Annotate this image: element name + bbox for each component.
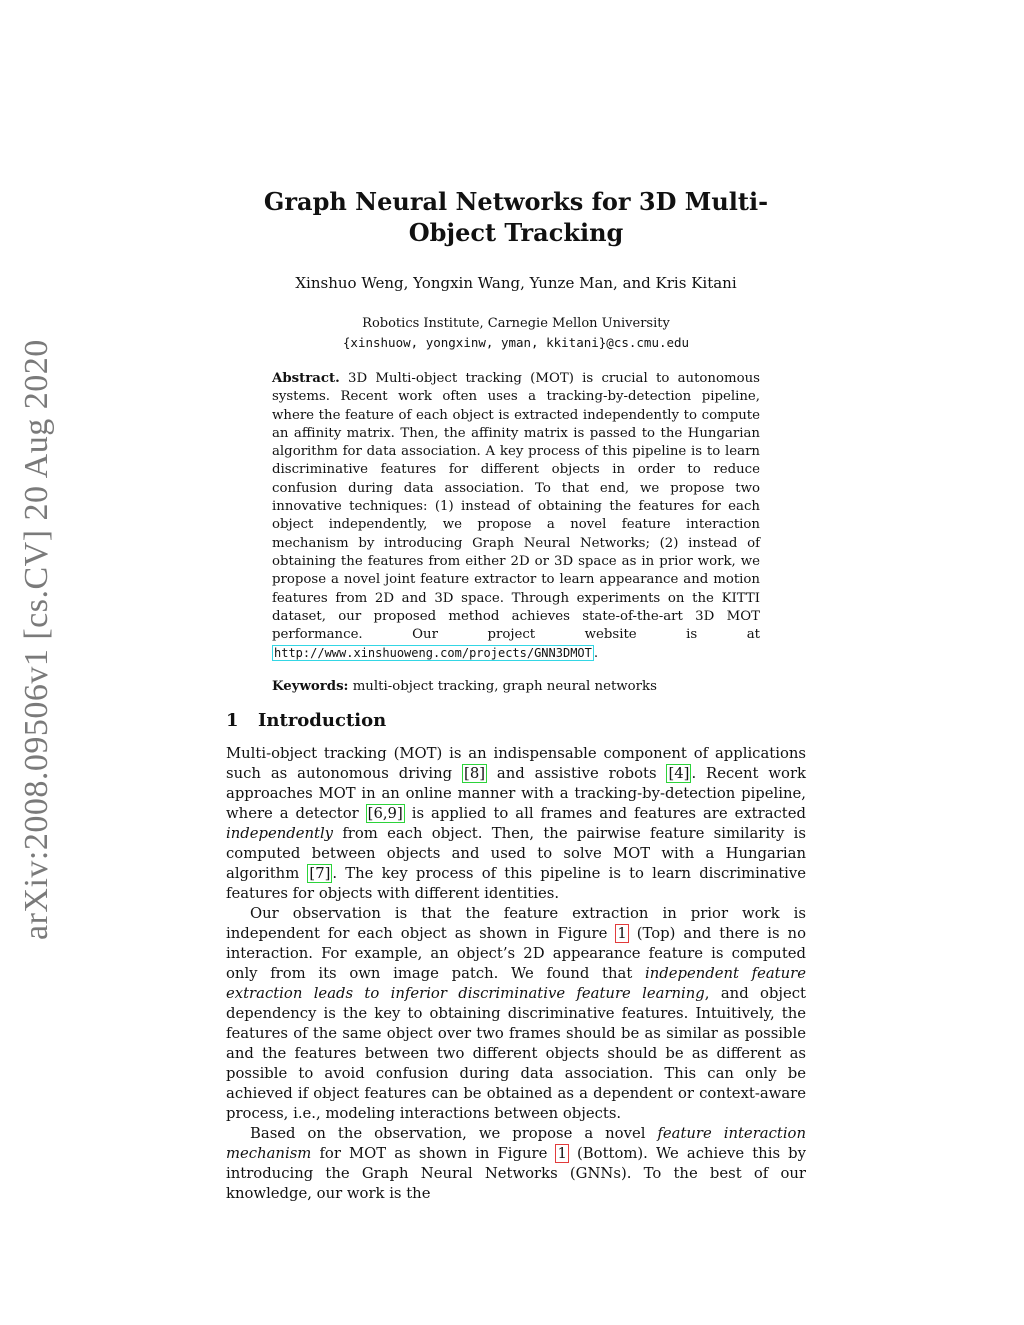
text-run: . The key process of this pipeline is to learn discriminative features for objects with different identities. (226, 864, 806, 902)
text-run: from each object. Then, the pairwise feature similarity is computed between objects and used to solve MOT with a Hungarian algorithm (226, 824, 806, 882)
section-number: 1 (226, 709, 239, 731)
text-run: (Top) and there is no interaction. For example, an object’s 2D appearance feature is computed only from its own image patch. We found that (226, 924, 806, 982)
paragraph-1 (226, 744, 806, 904)
keywords-label: Keywords: (272, 678, 349, 694)
paragraph-3 (226, 1124, 806, 1204)
text-run: , and object dependency is the key to obtaining discriminative features. Intuitively, the features of the same object over two frames should be as similar as possible and the features between two different objects should be as different as possible to avoid confusion during data association. This can only be achieved if object features can be obtained as a dependent or context-aware process, i.e., modeling interactions between objects. (226, 984, 806, 1122)
text-run: Our observation is that the feature extraction in prior work is independent for each object as shown in Figure (226, 904, 806, 942)
affiliation: Robotics Institute, Carnegie Mellon University (362, 316, 670, 331)
section-heading (226, 708, 806, 734)
text-run: Based on the observation, we propose a novel (250, 1124, 658, 1142)
text-run: (Bottom). We achieve this by introducing the Graph Neural Networks (GNNs). To the best of our knowledge, our work is the (226, 1144, 806, 1202)
abstract (272, 370, 760, 664)
emphasis: independently (226, 824, 334, 842)
citation-link[interactable]: [7] (309, 864, 331, 882)
text-run: is applied to all frames and features are extracted (404, 804, 806, 822)
keywords-text: multi-object tracking, graph neural networks (352, 678, 657, 694)
figure-reference-link[interactable]: 1 (617, 924, 627, 942)
citation-link[interactable]: [8] (464, 764, 486, 782)
body-text (226, 744, 806, 1204)
text-run: for MOT as shown in Figure (311, 1144, 556, 1162)
project-url-link[interactable]: http://www.xinshuoweng.com/projects/GNN3DMOT (274, 646, 592, 661)
abstract-text: 3D Multi-object tracking (MOT) is crucial to autonomous systems. Recent work often uses a tracking-by-detection pipeline, where the feature of each object is extracted independently to compute an affinity matrix. Then, the affinity matrix is passed to the Hungarian algorithm for data association. A key process of this pipeline is to learn discriminative features for different objects in order to reduce confusion during data association. To that end, we propose two innovative techniques: (1) instead of obtaining the features for each object independently, we propose a novel feature interaction mechanism by introducing Graph Neural Networks; (2) instead of obtaining the features from either 2D or 3D space as in prior work, we propose a novel joint feature extractor to learn appearance and motion features from 2D and 3D space. Through experiments on the KITTI dataset, our proposed method achieves state-of-the-art 3D MOT performance. Our project website is at (272, 371, 760, 643)
text-run: . Recent work approaches MOT in an online manner with a tracking-by-detection pipeline, where a detector (226, 764, 806, 822)
emphasis: feature interaction mechanism (226, 1124, 806, 1162)
abstract-label: Abstract. (272, 371, 340, 386)
arxiv-identifier: arXiv:2008.09506v1 [cs.CV] 20 Aug 2020 (18, 339, 55, 940)
keywords (272, 678, 760, 696)
paper-page (226, 186, 806, 1204)
author-emails: {xinshuow, yongxinw, yman, kkitani}@cs.cmu.edu (342, 335, 690, 350)
author-list: Xinshuo Weng, Yongxin Wang, Yunze Man, and Kris Kitani (295, 274, 737, 292)
emphasis: independent feature extraction leads to inferior discriminative feature learning (226, 964, 806, 1002)
section-title: Introduction (258, 709, 387, 731)
text-run: and assistive robots (487, 764, 667, 782)
abstract-end: . (593, 646, 599, 662)
citation-link[interactable]: [4] (668, 764, 690, 782)
paper-title: Graph Neural Networks for 3D Multi-Object Tracking (263, 187, 769, 247)
text-run: Multi-object tracking (MOT) is an indispensable component of applications such as autonomous driving (226, 744, 806, 782)
figure-reference-link[interactable]: 1 (557, 1144, 567, 1162)
paragraph-2 (226, 904, 806, 1124)
citation-link[interactable]: [6,9] (367, 804, 403, 822)
